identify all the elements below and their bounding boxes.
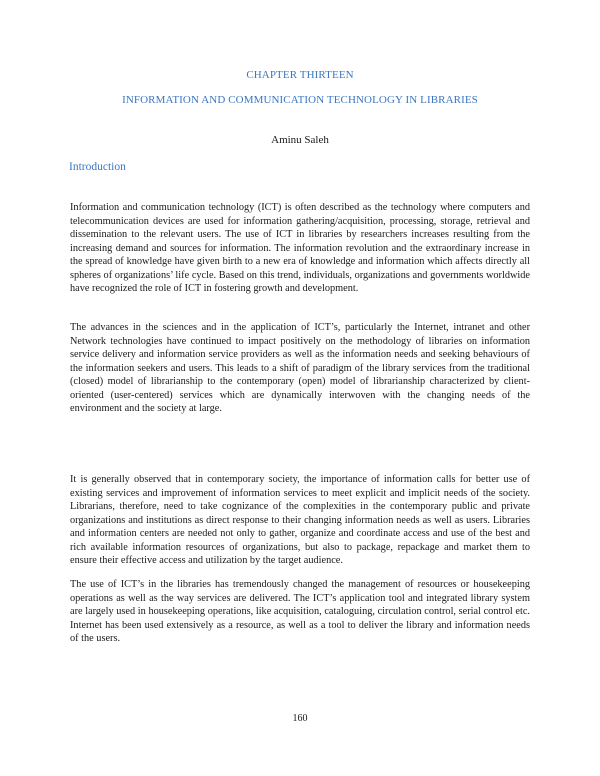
author-name: Aminu Saleh [271, 134, 329, 146]
paragraph-4: The use of ICT’s in the libraries has tremendously changed the management of resources or housekeeping operations as well as the way services are delivered. The ICT’s application tool and integrated library system are largely used in housekeeping operations, like acquisition, cataloguing, circulation control, serial control etc. Internet has been used extensively as a resource, as well as a tool to deliver the library and information needs of the users. [70, 579, 530, 644]
chapter-number: CHAPTER THIRTEEN [246, 69, 354, 81]
chapter-title: INFORMATION AND COMMUNICATION TECHNOLOGY IN LIBRARIES [122, 94, 478, 106]
paragraph-1: Information and communication technology (ICT) is often described as the technology where computers and telecommunication devices are used for information gathering/acquisition, processing, storage, retrieval and dissemination to the relevant users. The use of ICT in libraries by researchers increases resulting from the increasing demand and sources for information. The information revolution and the extraordinary increase in the spread of knowledge have given birth to a new era of knowledge and information which affects directly all spheres of organizations’ life cycle. Based on this trend, individuals, organizations and governments worldwide have recognized the role of ICT in fostering growth and development. [70, 202, 530, 294]
paragraph-2: The advances in the sciences and in the application of ICT’s, particularly the Internet, intranet and other Network technologies have continued to impact positively on the methodology of libraries on information service delivery and information service providers as well as the information needs and seeking behaviours of the information seekers and users. This leads to a shift of paradigm of the library services from the traditional (closed) model of librarianship to the contemporary (open) model of librarianship characterized by client-oriented (user-centered) services which are dynamically interwoven with the changing needs of the environment and the society at large. [70, 322, 530, 414]
paragraph-3: It is generally observed that in contemporary society, the importance of information calls for better use of existing services and improvement of information services to meet explicit and implicit needs of the society. Librarians, therefore, need to take cognizance of the complexities in the contemporary public and private organizations and institutions as direct response to their changing information needs as well as users. Libraries and information centers are needed not only to gather, organize and coordinate access and use of the best and rich available information resources of organizations, but also to package, repackage and market them to ensure their effective access and utilization by the target audience. [70, 474, 530, 566]
page-number: 160 [292, 713, 308, 724]
section-heading-introduction: Introduction [69, 161, 126, 173]
